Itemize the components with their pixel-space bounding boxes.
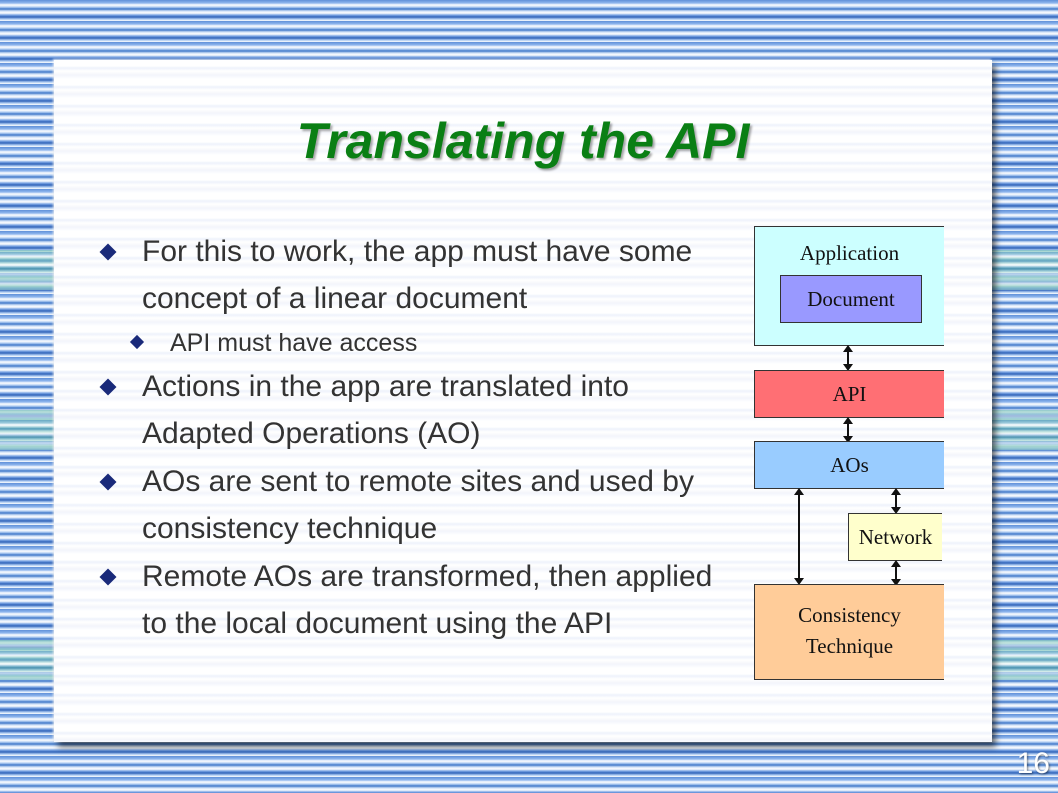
consistency-label-line2: Technique — [805, 634, 894, 658]
diamond-bullet-icon — [100, 379, 117, 396]
architecture-diagram — [750, 226, 992, 686]
double-arrow-icon — [798, 490, 800, 583]
consistency-box — [754, 584, 944, 680]
api-box: API — [754, 370, 944, 418]
application-label: Application — [799, 241, 900, 265]
double-arrow-icon — [847, 347, 849, 369]
slide-title: Translating the API — [296, 113, 750, 169]
diamond-bullet-icon — [100, 244, 117, 261]
bullet-item — [102, 228, 732, 322]
bullet-text: API must have access — [170, 329, 418, 357]
bullet-text: AOs are sent to remote sites and used by consistency technique — [142, 465, 694, 545]
consistency-label-line1: Consistency — [798, 603, 901, 627]
diamond-bullet-icon — [130, 335, 144, 349]
network-box: Network — [848, 513, 942, 561]
slide-panel — [54, 60, 992, 742]
bullet-item — [102, 458, 732, 552]
bullet-list — [102, 228, 732, 648]
double-arrow-icon — [895, 562, 897, 584]
application-box — [754, 226, 944, 346]
bullet-item — [102, 363, 732, 457]
bullet-text: Actions in the app are translated into Adapted Operations (AO) — [142, 370, 629, 450]
bullet-text: For this to work, the app must have some concept of a linear document — [142, 235, 693, 315]
page-number: 16 — [1016, 747, 1050, 780]
document-box: Document — [780, 275, 922, 323]
sub-bullet-item — [102, 323, 732, 363]
double-arrow-icon — [895, 490, 897, 512]
diamond-bullet-icon — [100, 474, 117, 491]
bullet-text: Remote AOs are transformed, then applied to the local document using the API — [142, 560, 713, 640]
aos-box: AOs — [754, 441, 944, 489]
double-arrow-icon — [847, 419, 849, 441]
bullet-item — [102, 553, 732, 647]
diamond-bullet-icon — [100, 569, 117, 586]
